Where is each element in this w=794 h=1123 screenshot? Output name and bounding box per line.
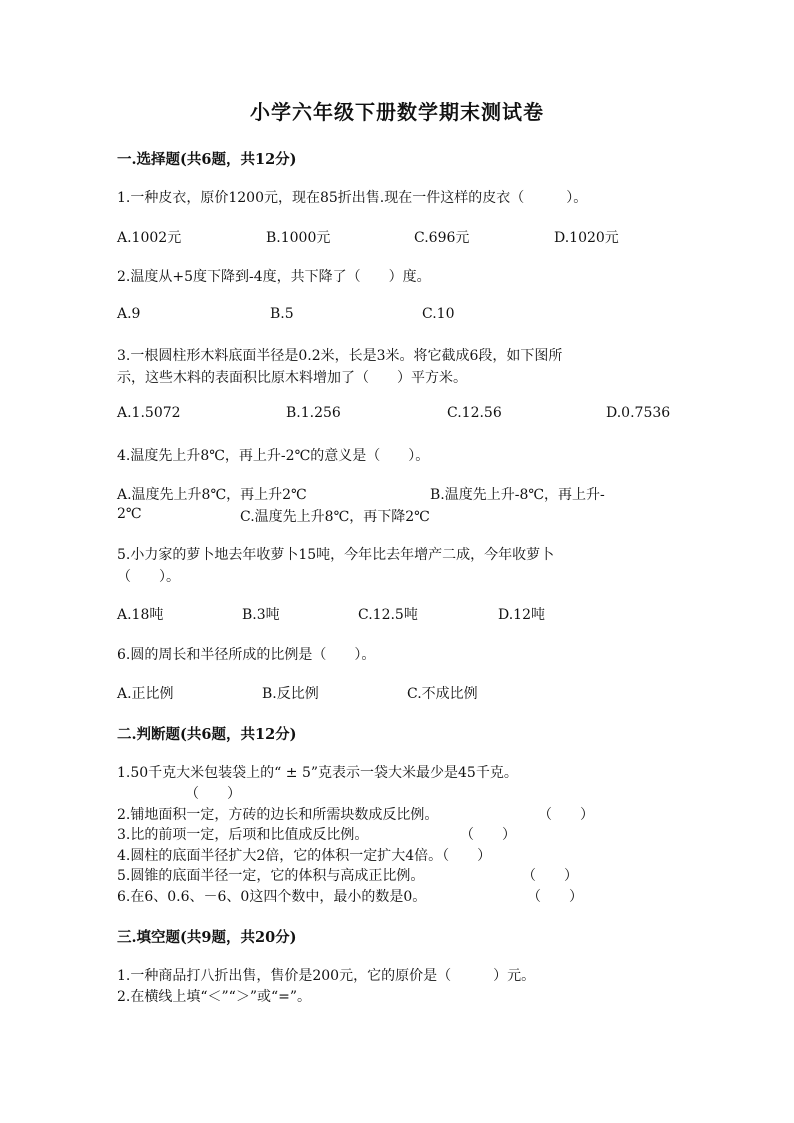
question-4-stem: 4.温度先上升8℃，再上升-2℃的意义是（ ）。 (117, 448, 430, 464)
section-heading-fill: 三.填空题(共9题，共20分) (117, 929, 297, 946)
judge-item-3-bracket: （ ） (460, 827, 516, 843)
section-heading-choice: 一.选择题(共6题，共12分) (117, 151, 297, 168)
question-6-option-c: C.不成比例 (407, 686, 478, 702)
question-1-option-b: B.1000元 (266, 230, 331, 246)
question-4-option-c: C.温度先上升8℃，再下降2℃ (240, 509, 430, 525)
judge-item-3: 3.比的前项一定，后项和比值成反比例。 (117, 827, 369, 843)
question-3-option-d: D.0.7536 (606, 405, 671, 421)
fill-item-2: 2.在横线上填“＜”“＞”或“=”。 (117, 989, 312, 1005)
question-1-option-a: A.1002元 (117, 230, 182, 246)
judge-item-5-bracket: （ ） (522, 868, 578, 884)
judge-item-2: 2.铺地面积一定，方砖的边长和所需块数成反比例。 (117, 807, 439, 823)
question-2-stem: 2.温度从+5度下降到-4度，共下降了（ ）度。 (117, 269, 431, 285)
question-3-option-a: A.1.5072 (117, 405, 181, 421)
question-3-stem-line-2: 示，这些木料的表面积比原木料增加了（ ）平方米。 (117, 370, 467, 386)
judge-item-1-bracket: （ ） (185, 786, 241, 802)
question-6-option-a: A.正比例 (117, 686, 174, 702)
section-heading-judge: 二.判断题(共6题，共12分) (117, 726, 297, 743)
question-5-option-a: A.18吨 (117, 607, 164, 623)
question-1-option-d: D.1020元 (554, 230, 619, 246)
judge-item-6: 6.在6、0.6、－6、0这四个数中，最小的数是0。 (117, 889, 427, 905)
question-3-stem-line-1: 3.一根圆柱形木料底面半径是0.2米，长是3米。将它截成6段，如下图所 (117, 348, 563, 364)
question-4-option-a: A.温度先上升8℃，再上升2℃ (117, 487, 307, 503)
judge-item-5: 5.圆锥的底面半径一定，它的体积与高成正比例。 (117, 868, 425, 884)
question-4-option-b-wrap: 2℃ (117, 506, 142, 522)
judge-item-6-bracket: （ ） (527, 889, 583, 905)
judge-item-1: 1.50千克大米包装袋上的“ ± 5”克表示一袋大米最少是45千克。 (117, 765, 518, 781)
question-5-option-c: C.12.5吨 (358, 607, 418, 623)
question-6-stem: 6.圆的周长和半径所成的比例是（ ）。 (117, 647, 376, 663)
question-6-option-b: B.反比例 (262, 686, 319, 702)
question-3-option-b: B.1.256 (286, 405, 341, 421)
question-5-stem-line-1: 5.小力家的萝卜地去年收萝卜15吨，今年比去年增产二成，今年收萝卜 (117, 547, 555, 563)
judge-item-4: 4.圆柱的底面半径扩大2倍，它的体积一定扩大4倍。（ ） (117, 848, 492, 864)
question-5-stem-line-2: （ ）。 (117, 569, 180, 585)
question-1-option-c: C.696元 (414, 230, 470, 246)
question-2-option-b: B.5 (270, 306, 294, 322)
page-title: 小学六年级下册数学期末测试卷 (250, 100, 544, 124)
question-1-stem: 1.一种皮衣，原价1200元，现在85折出售.现在一件这样的皮衣（ ）。 (117, 190, 588, 206)
question-5-option-d: D.12吨 (498, 607, 545, 623)
question-2-option-a: A.9 (117, 306, 141, 322)
judge-item-2-bracket: （ ） (538, 807, 594, 823)
fill-item-1: 1.一种商品打八折出售，售价是200元，它的原价是（ ）元。 (117, 968, 536, 984)
question-4-option-b: B.温度先上升-8℃，再上升- (430, 487, 605, 503)
question-3-option-c: C.12.56 (447, 405, 502, 421)
question-2-option-c: C.10 (422, 306, 455, 322)
question-5-option-b: B.3吨 (242, 607, 280, 623)
